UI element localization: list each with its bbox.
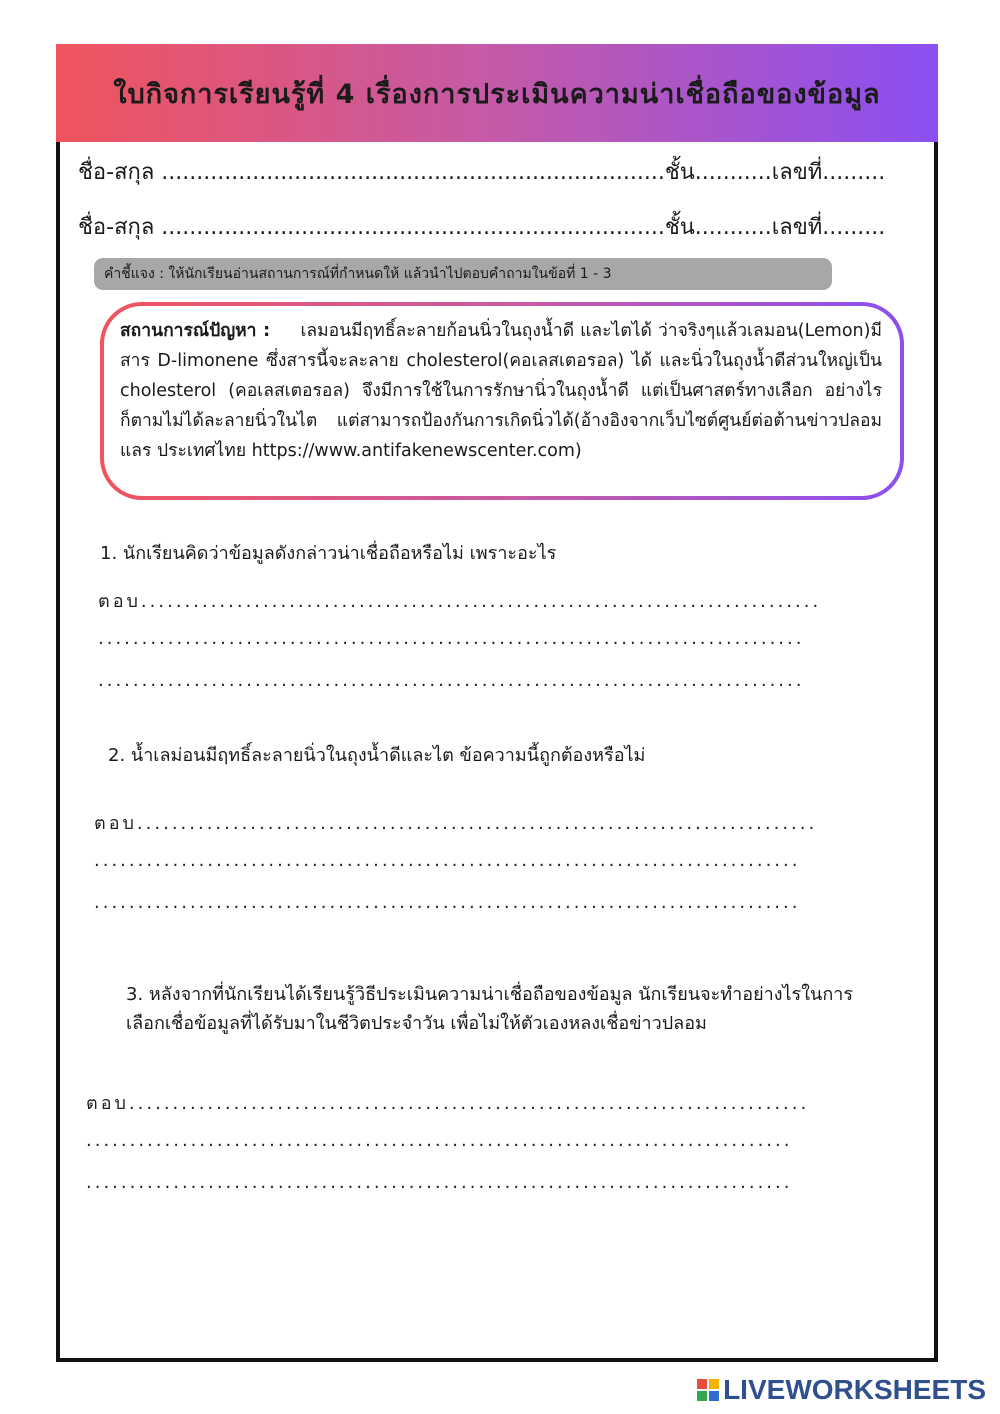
question-1: 1. นักเรียนคิดว่าข้อมูลดังกล่าวน่าเชื่อถือหรือไม่ เพราะอะไร bbox=[100, 543, 557, 564]
scenario-text-block bbox=[104, 306, 900, 496]
answer-2-line-1[interactable]: ตอบ.............................................................................. bbox=[94, 813, 818, 834]
question-2: 2. น้ำเลม่อนมีฤทธิ์ละลายนิ่วในถุงน้ำดีและไต ข้อความนี้ถูกต้องหรือไม่ bbox=[108, 745, 646, 766]
answer-2-line-3[interactable]: ................................................................................. bbox=[94, 892, 801, 913]
scenario-heading: สถานการณ์ปัญหา : bbox=[120, 321, 271, 341]
scenario-box bbox=[100, 302, 904, 500]
answer-1-line-2[interactable]: ................................................................................. bbox=[98, 628, 805, 649]
name-field-row-2[interactable]: ชื่อ-สกุล ........................................................................ชั้น...........เลขที่......... bbox=[78, 215, 886, 240]
question-3: 3. หลังจากที่นักเรียนได้เรียนรู้วิธีประเมินความน่าเชื่อถือของข้อมูล นักเรียนจะทำอย่างไรในการเลือกเชื่อข้อมูลที่ได้รับมาในชีวิตประจำวัน เพื่อไม่ให้ตัวเองหลงเชื่อข่าวปลอม bbox=[126, 984, 853, 1034]
worksheet-page bbox=[56, 44, 938, 1362]
answer-3-line-2[interactable]: ................................................................................. bbox=[86, 1130, 793, 1151]
liveworksheets-icon bbox=[697, 1379, 719, 1401]
answer-1-line-1[interactable]: ตอบ.............................................................................. bbox=[98, 591, 822, 612]
page-title: ใบกิจการเรียนรู้ที่ 4 เรื่องการประเมินความน่าเชื่อถือของข้อมูล bbox=[113, 78, 881, 110]
name-field-row-1[interactable]: ชื่อ-สกุล ........................................................................ชั้น...........เลขที่......... bbox=[78, 160, 886, 185]
answer-2-line-2[interactable]: ................................................................................. bbox=[94, 850, 801, 871]
title-banner bbox=[56, 44, 938, 142]
answer-1-line-3[interactable]: ................................................................................. bbox=[98, 670, 805, 691]
scenario-body: เลมอนมีฤทธิ์ละลายก้อนนิ่วในถุงน้ำดี และไตได้ ว่าจริงๆแล้วเลมอน(Lemon)มีสาร D-limonene ซึ่งสารนี้จะละลาย cholesterol(คอเลสเตอรอล) ได้ และนิ่วในถุงน้ำดีส่วนใหญ่เป็น cholesterol (คอเลสเตอรอล) จึงมีการใช้ในการรักษานิ่วในถุงน้ำดี แต่เป็นศาสตร์ทางเลือก อย่างไรก็ตามไม่ได้ละลายนิ่วในไต แต่สามารถป้องกันการเกิดนิ่วได้(อ้างอิงจากเว็บไซต์ศูนย์ต่อต้านข่าวปลอมแลร ประเทศไทย https://www.antifakenewscenter.com) bbox=[120, 321, 882, 461]
instruction-banner: คำชี้แจง : ให้นักเรียนอ่านสถานการณ์ที่กำหนดให้ แล้วนำไปตอบคำถามในข้อที่ 1 - 3 bbox=[94, 258, 832, 290]
liveworksheets-logo bbox=[697, 1374, 986, 1406]
brand-text: LIVEWORKSHEETS bbox=[723, 1374, 986, 1405]
answer-3-line-3[interactable]: ................................................................................. bbox=[86, 1172, 793, 1193]
answer-3-line-1[interactable]: ตอบ.............................................................................. bbox=[86, 1093, 810, 1114]
